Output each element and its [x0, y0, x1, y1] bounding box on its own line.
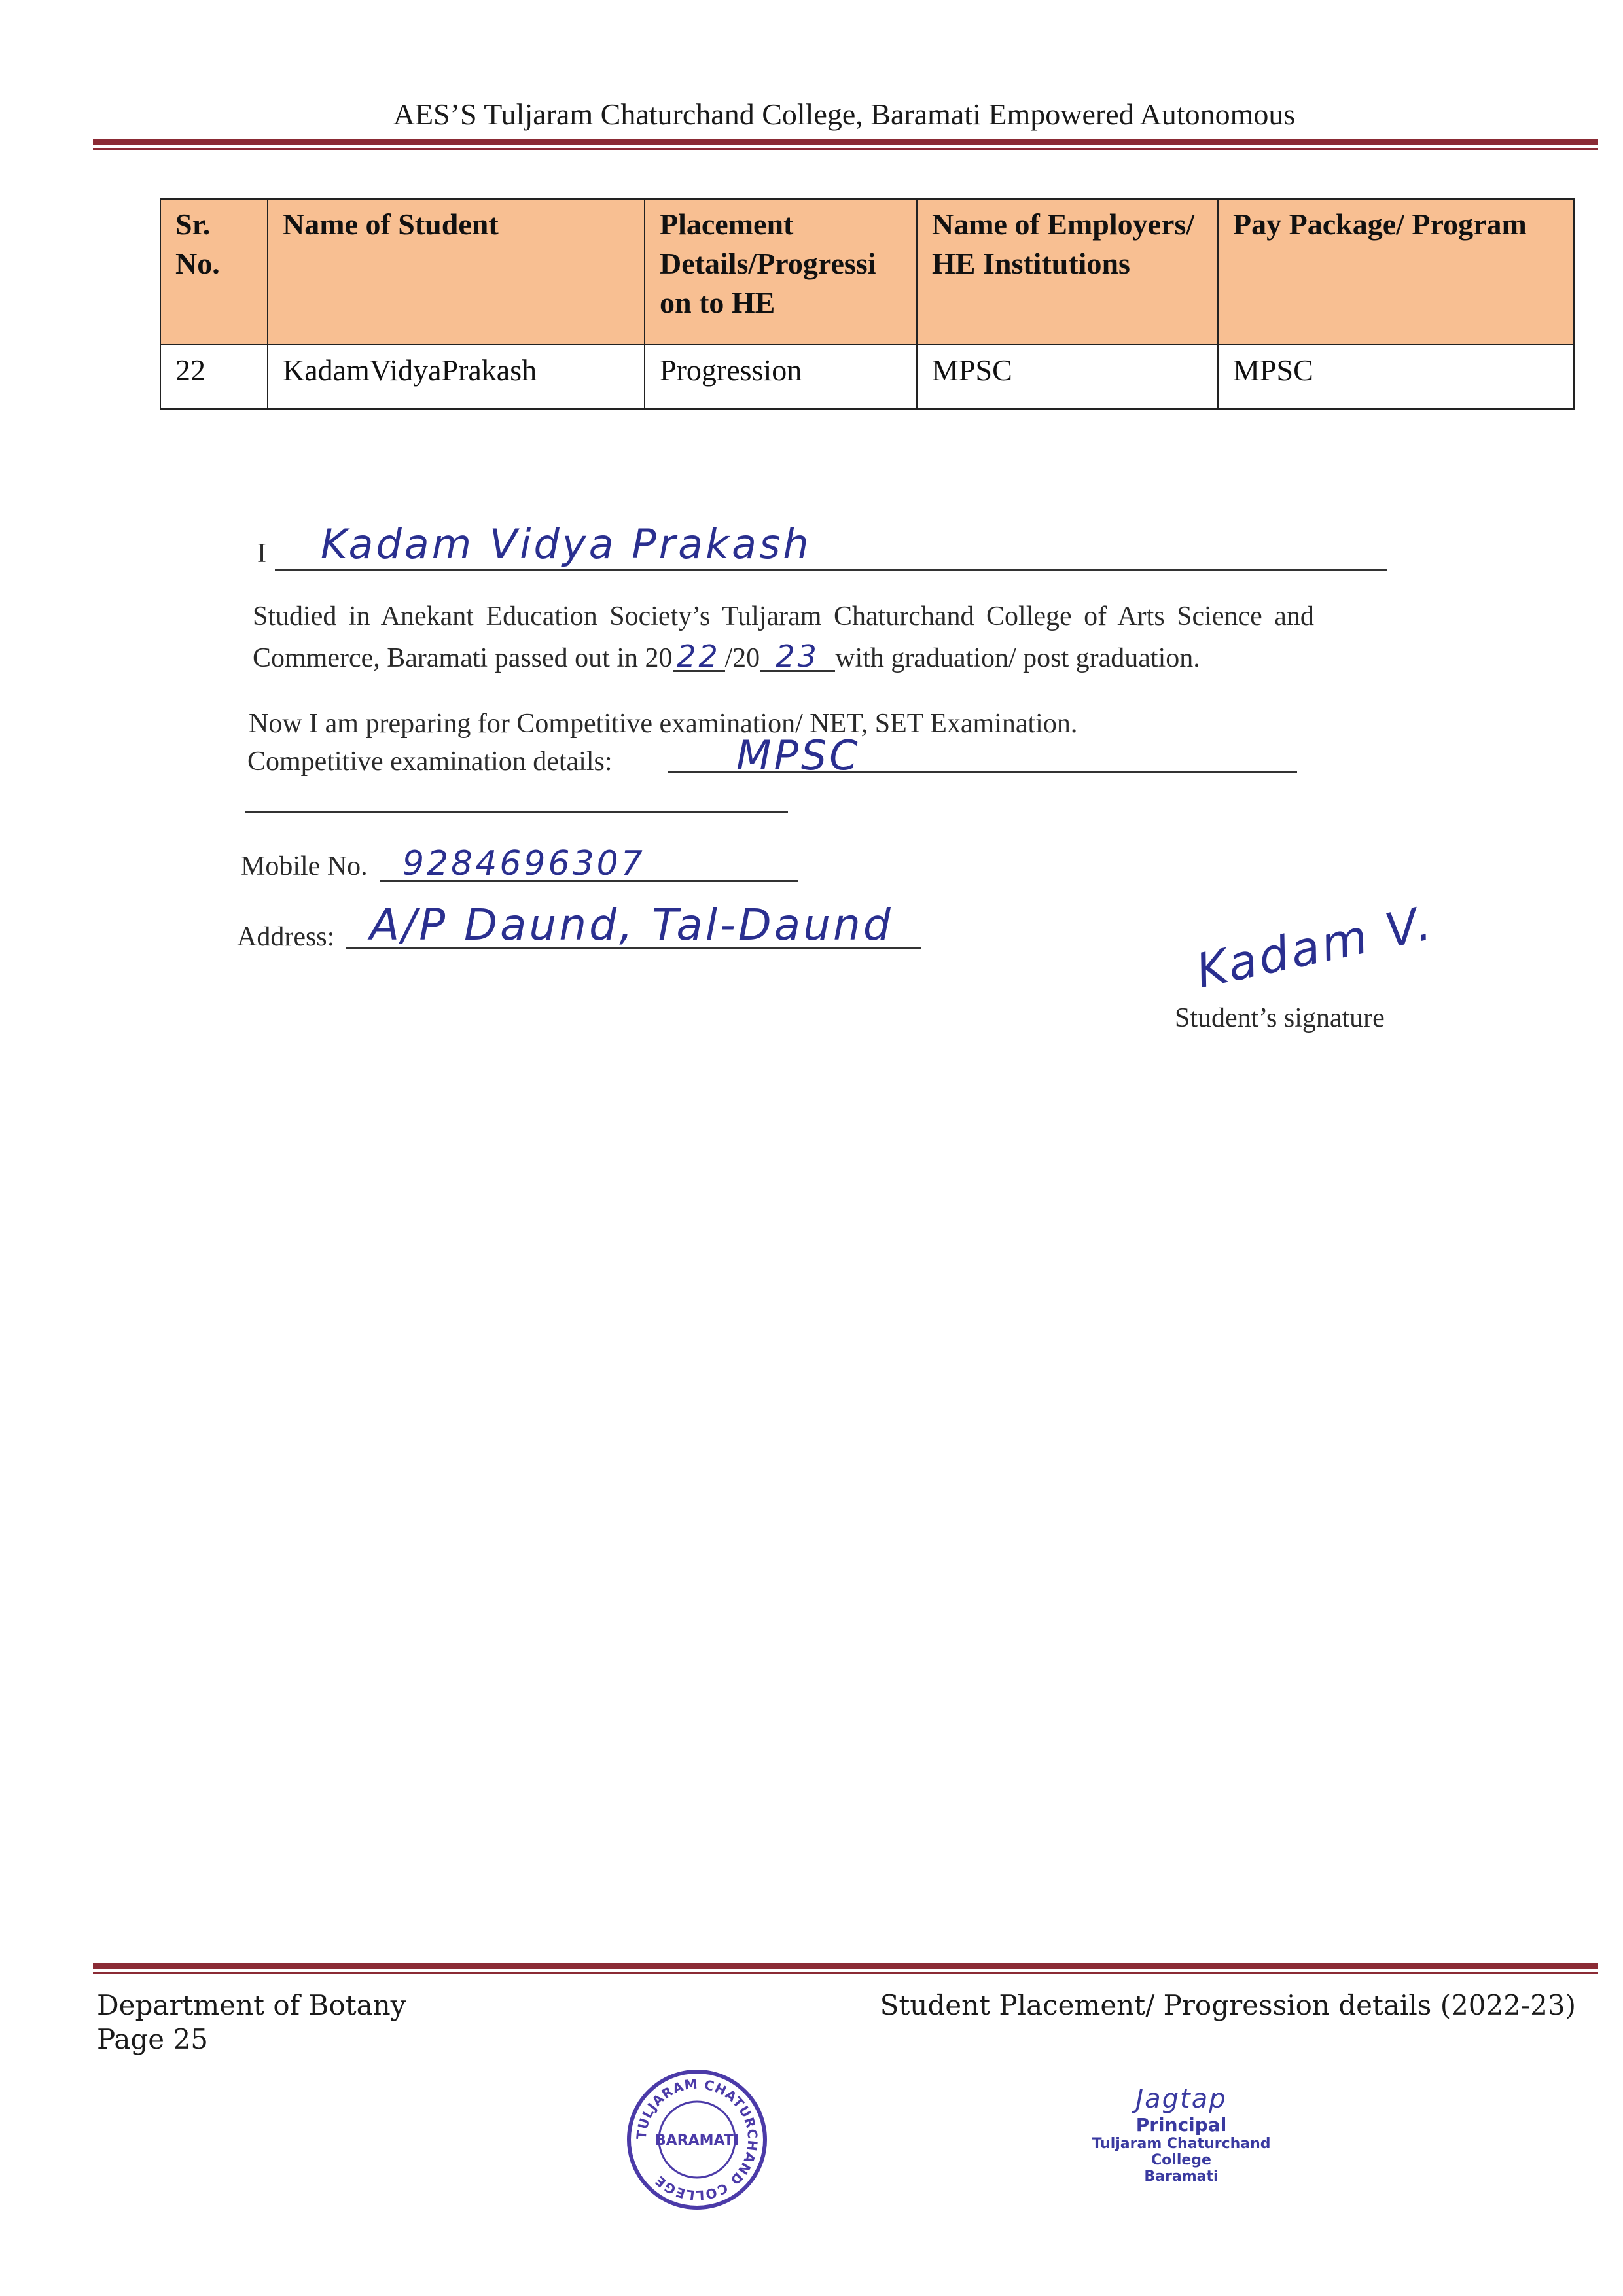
principal-title: Principal — [1135, 2114, 1227, 2136]
col-header-sr-no: Sr. No. — [160, 199, 268, 345]
col-header-employers: Name of Employers/ HE Institutions — [917, 199, 1218, 345]
principal-signature: Jagtap — [1135, 2084, 1227, 2114]
preparing-line: Now I am preparing for Competitive examination/ NET, SET Examination. — [249, 709, 1078, 739]
address-label: Address: — [237, 922, 335, 952]
cell-name: KadamVidyaPrakash — [268, 345, 645, 409]
footer-department: Department of Botany — [97, 1989, 406, 2021]
table-header-row — [160, 199, 1574, 345]
year-to: 23 — [760, 643, 835, 672]
seal-center-text: BARAMATI — [654, 2132, 740, 2149]
col-header-name: Name of Student — [268, 199, 645, 345]
col-header-placement: Placement Details/Progressi on to HE — [645, 199, 917, 345]
studied-line: Studied in Anekant Education Society’s Tuljaram Chaturchand College of Arts Science and — [253, 601, 1314, 631]
cell-sr-no: 22 — [160, 345, 268, 409]
footer-right-text: Student Placement/ Progression details (2022-23) — [880, 1989, 1576, 2021]
principal-city: Baramati — [1144, 2168, 1219, 2185]
student-signature: Kadam V. — [1191, 894, 1438, 999]
student-name-handwritten: Kadam Vidya Prakash — [321, 520, 812, 568]
table-row — [160, 345, 1574, 409]
footer-page-number: Page 25 — [97, 2023, 208, 2055]
page-header-title: AES’S Tuljaram Chaturchand College, Baramati Empowered Autonomous — [393, 97, 1296, 131]
seal-ring-text: TULJARAM CHATURCHAND COLLEGE — [633, 2075, 761, 2204]
mobile-label: Mobile No. — [241, 851, 368, 881]
cell-details: Progression — [645, 345, 917, 409]
principal-college: Tuljaram Chaturchand College — [1092, 2136, 1271, 2168]
footer-rule-thick — [93, 1963, 1598, 1969]
principal-stamp — [1063, 2084, 1299, 2185]
cell-employer: MPSC — [917, 345, 1218, 409]
passed-prefix: Commerce, Baramati passed out in 20 — [253, 643, 673, 673]
footer-rule-thin — [93, 1972, 1598, 1974]
cell-package: MPSC — [1218, 345, 1574, 409]
header-rule-thick — [93, 139, 1598, 145]
i-label: I — [257, 539, 266, 569]
name-line — [275, 569, 1387, 571]
passed-out-line — [253, 639, 1200, 674]
year-separator: /20 — [724, 643, 760, 673]
signature-label: Student’s signature — [1175, 1003, 1385, 1033]
blank-line — [245, 811, 788, 813]
address-value-handwritten: A/P Daund, Tal-Daund — [370, 900, 893, 950]
mobile-value-handwritten: 9284696307 — [402, 844, 645, 883]
col-header-pay-package: Pay Package/ Program — [1218, 199, 1574, 345]
college-seal — [625, 2068, 769, 2212]
exam-value-handwritten: MPSC — [736, 732, 861, 779]
year-from: 22 — [673, 643, 725, 672]
header-rule-thin — [93, 148, 1598, 150]
exam-label: Competitive examination details: — [247, 747, 613, 777]
placement-table — [160, 198, 1575, 410]
passed-suffix: with graduation/ post graduation. — [835, 643, 1200, 673]
